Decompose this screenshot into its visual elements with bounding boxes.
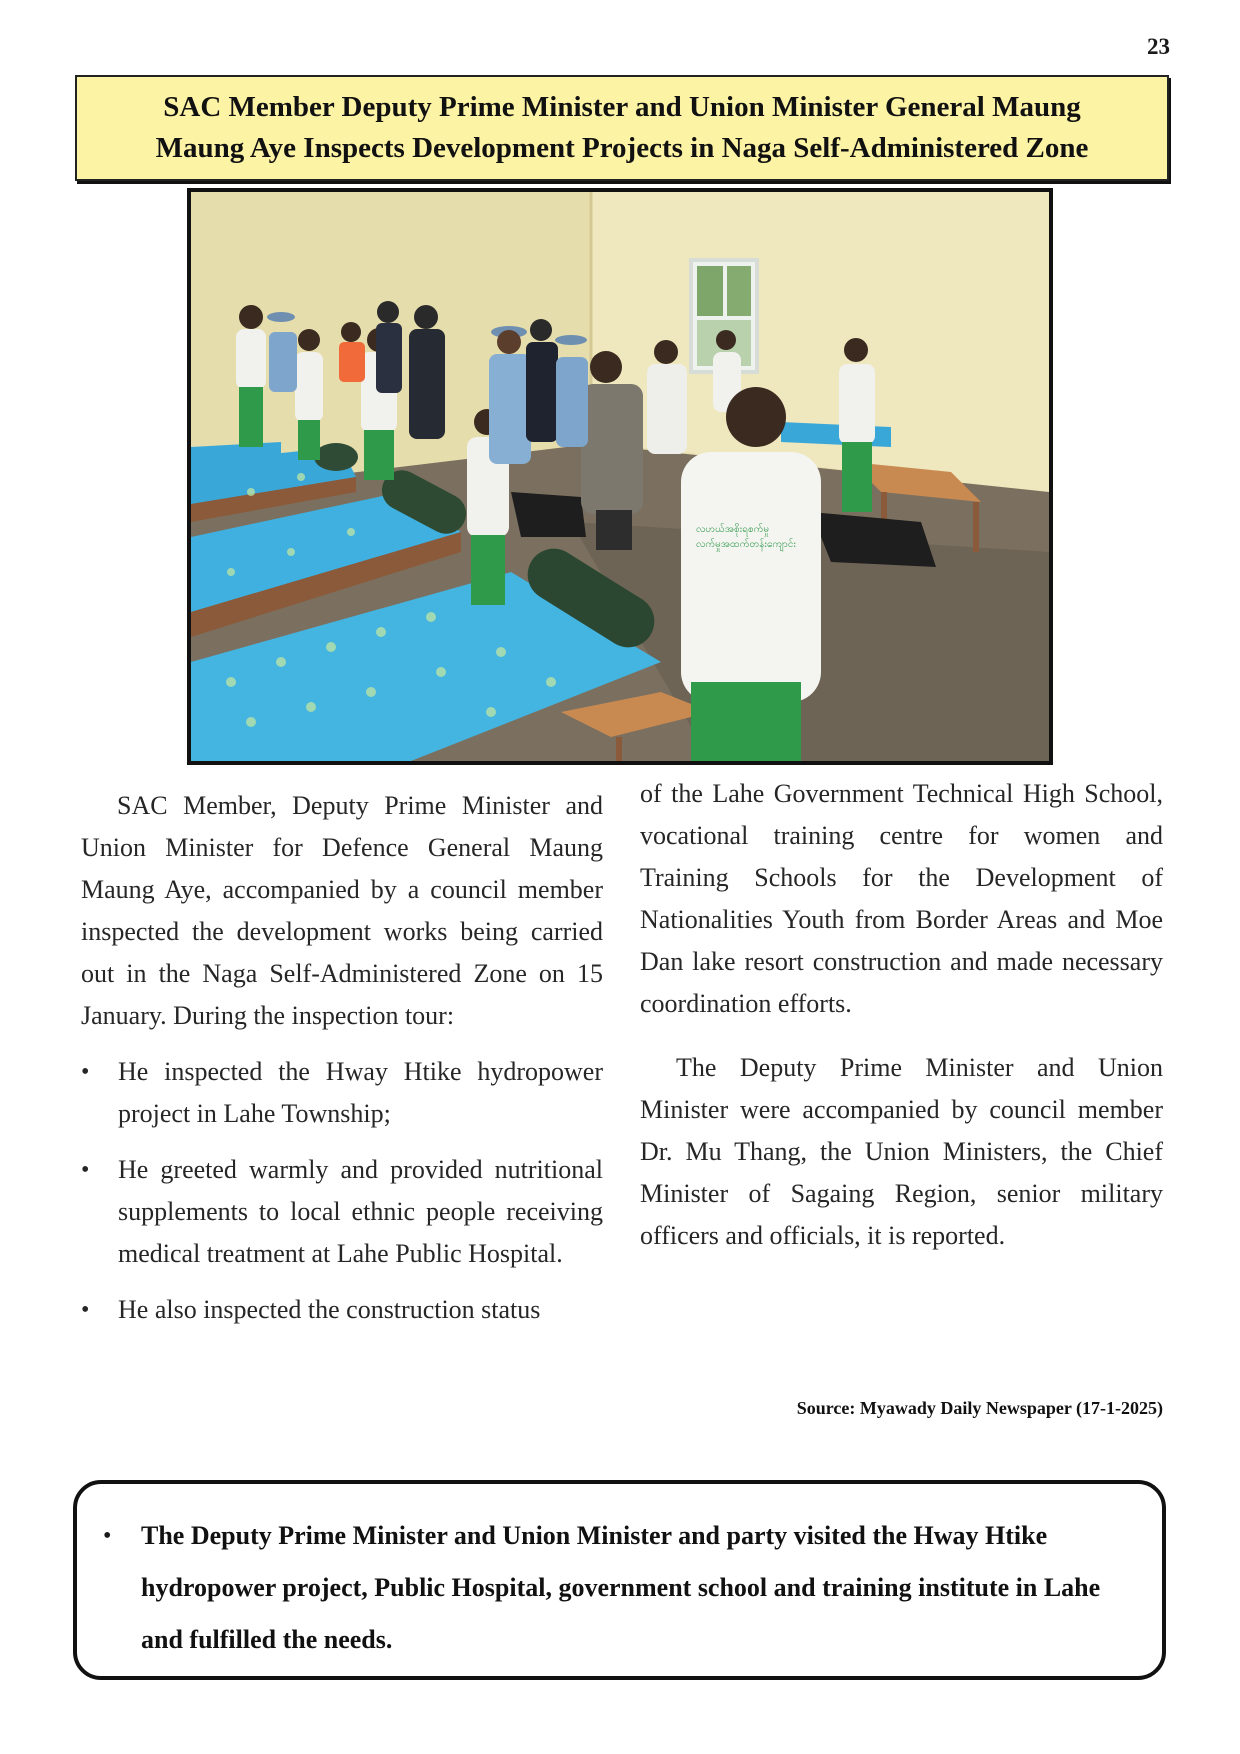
trunk	[511, 492, 586, 537]
inspection-bullet-list	[81, 1051, 603, 1331]
intro-paragraph: SAC Member, Deputy Prime Minister and Union Minister for Defence General Maung Maung Aye, accompanied by a council member inspected the development works being carried out in the Naga Self-Administered Zone on 15 January. During the inspection tour:	[81, 791, 603, 1030]
bullet-icon: •	[103, 1523, 112, 1549]
article-title	[156, 87, 1089, 169]
page-number: 23	[1147, 34, 1170, 59]
article-photo	[187, 188, 1053, 765]
summary-item	[103, 1510, 1144, 1666]
left-column	[81, 785, 603, 1331]
article-title-line-1: SAC Member Deputy Prime Minister and Union Minister General Maung	[163, 91, 1081, 123]
article-title-line-2: Maung Aye Inspects Development Projects in Naga Self-Administered Zone	[155, 132, 1089, 164]
source-credit: Source: Myawady Daily Newspaper (17-1-2025)	[796, 1398, 1163, 1418]
article-title-box	[75, 75, 1169, 181]
bullet-item: • He also inspected the construction status	[81, 1289, 603, 1331]
dormitory-inspection-illustration	[191, 192, 1049, 761]
continuation-paragraph: of the Lahe Government Technical High School, vocational training centre for women and Training Schools for the Development of Nationalities Youth from Border Areas and Moe Dan lake resort construction and made necessary coordination efforts.	[640, 779, 1163, 1018]
jacket-print-1: လဟယ်အစိုးရစက်မှု	[696, 524, 770, 535]
right-column	[640, 773, 1163, 1257]
accompanied-paragraph: The Deputy Prime Minister and Union Minister were accompanied by council member Dr. Mu Thang, the Union Ministers, the Chief Minister of Sagaing Region, senior military officers and officials, it is reported.	[640, 1053, 1163, 1250]
bullet-item: • He greeted warmly and provided nutritional supplements to local ethnic people receiving medical treatment at Lahe Public Hospital.	[81, 1149, 603, 1275]
summary-box	[73, 1480, 1166, 1680]
jacket-print-2: လက်မှုအထက်တန်းကျောင်း	[696, 539, 796, 550]
summary-text: The Deputy Prime Minister and Union Minister and party visited the Hway Htike hydropower project, Public Hospital, government school and training institute in Lahe and fulfilled the needs.	[141, 1521, 1101, 1654]
bullet-item: • He inspected the Hway Htike hydropower project in Lahe Township;	[81, 1051, 603, 1135]
